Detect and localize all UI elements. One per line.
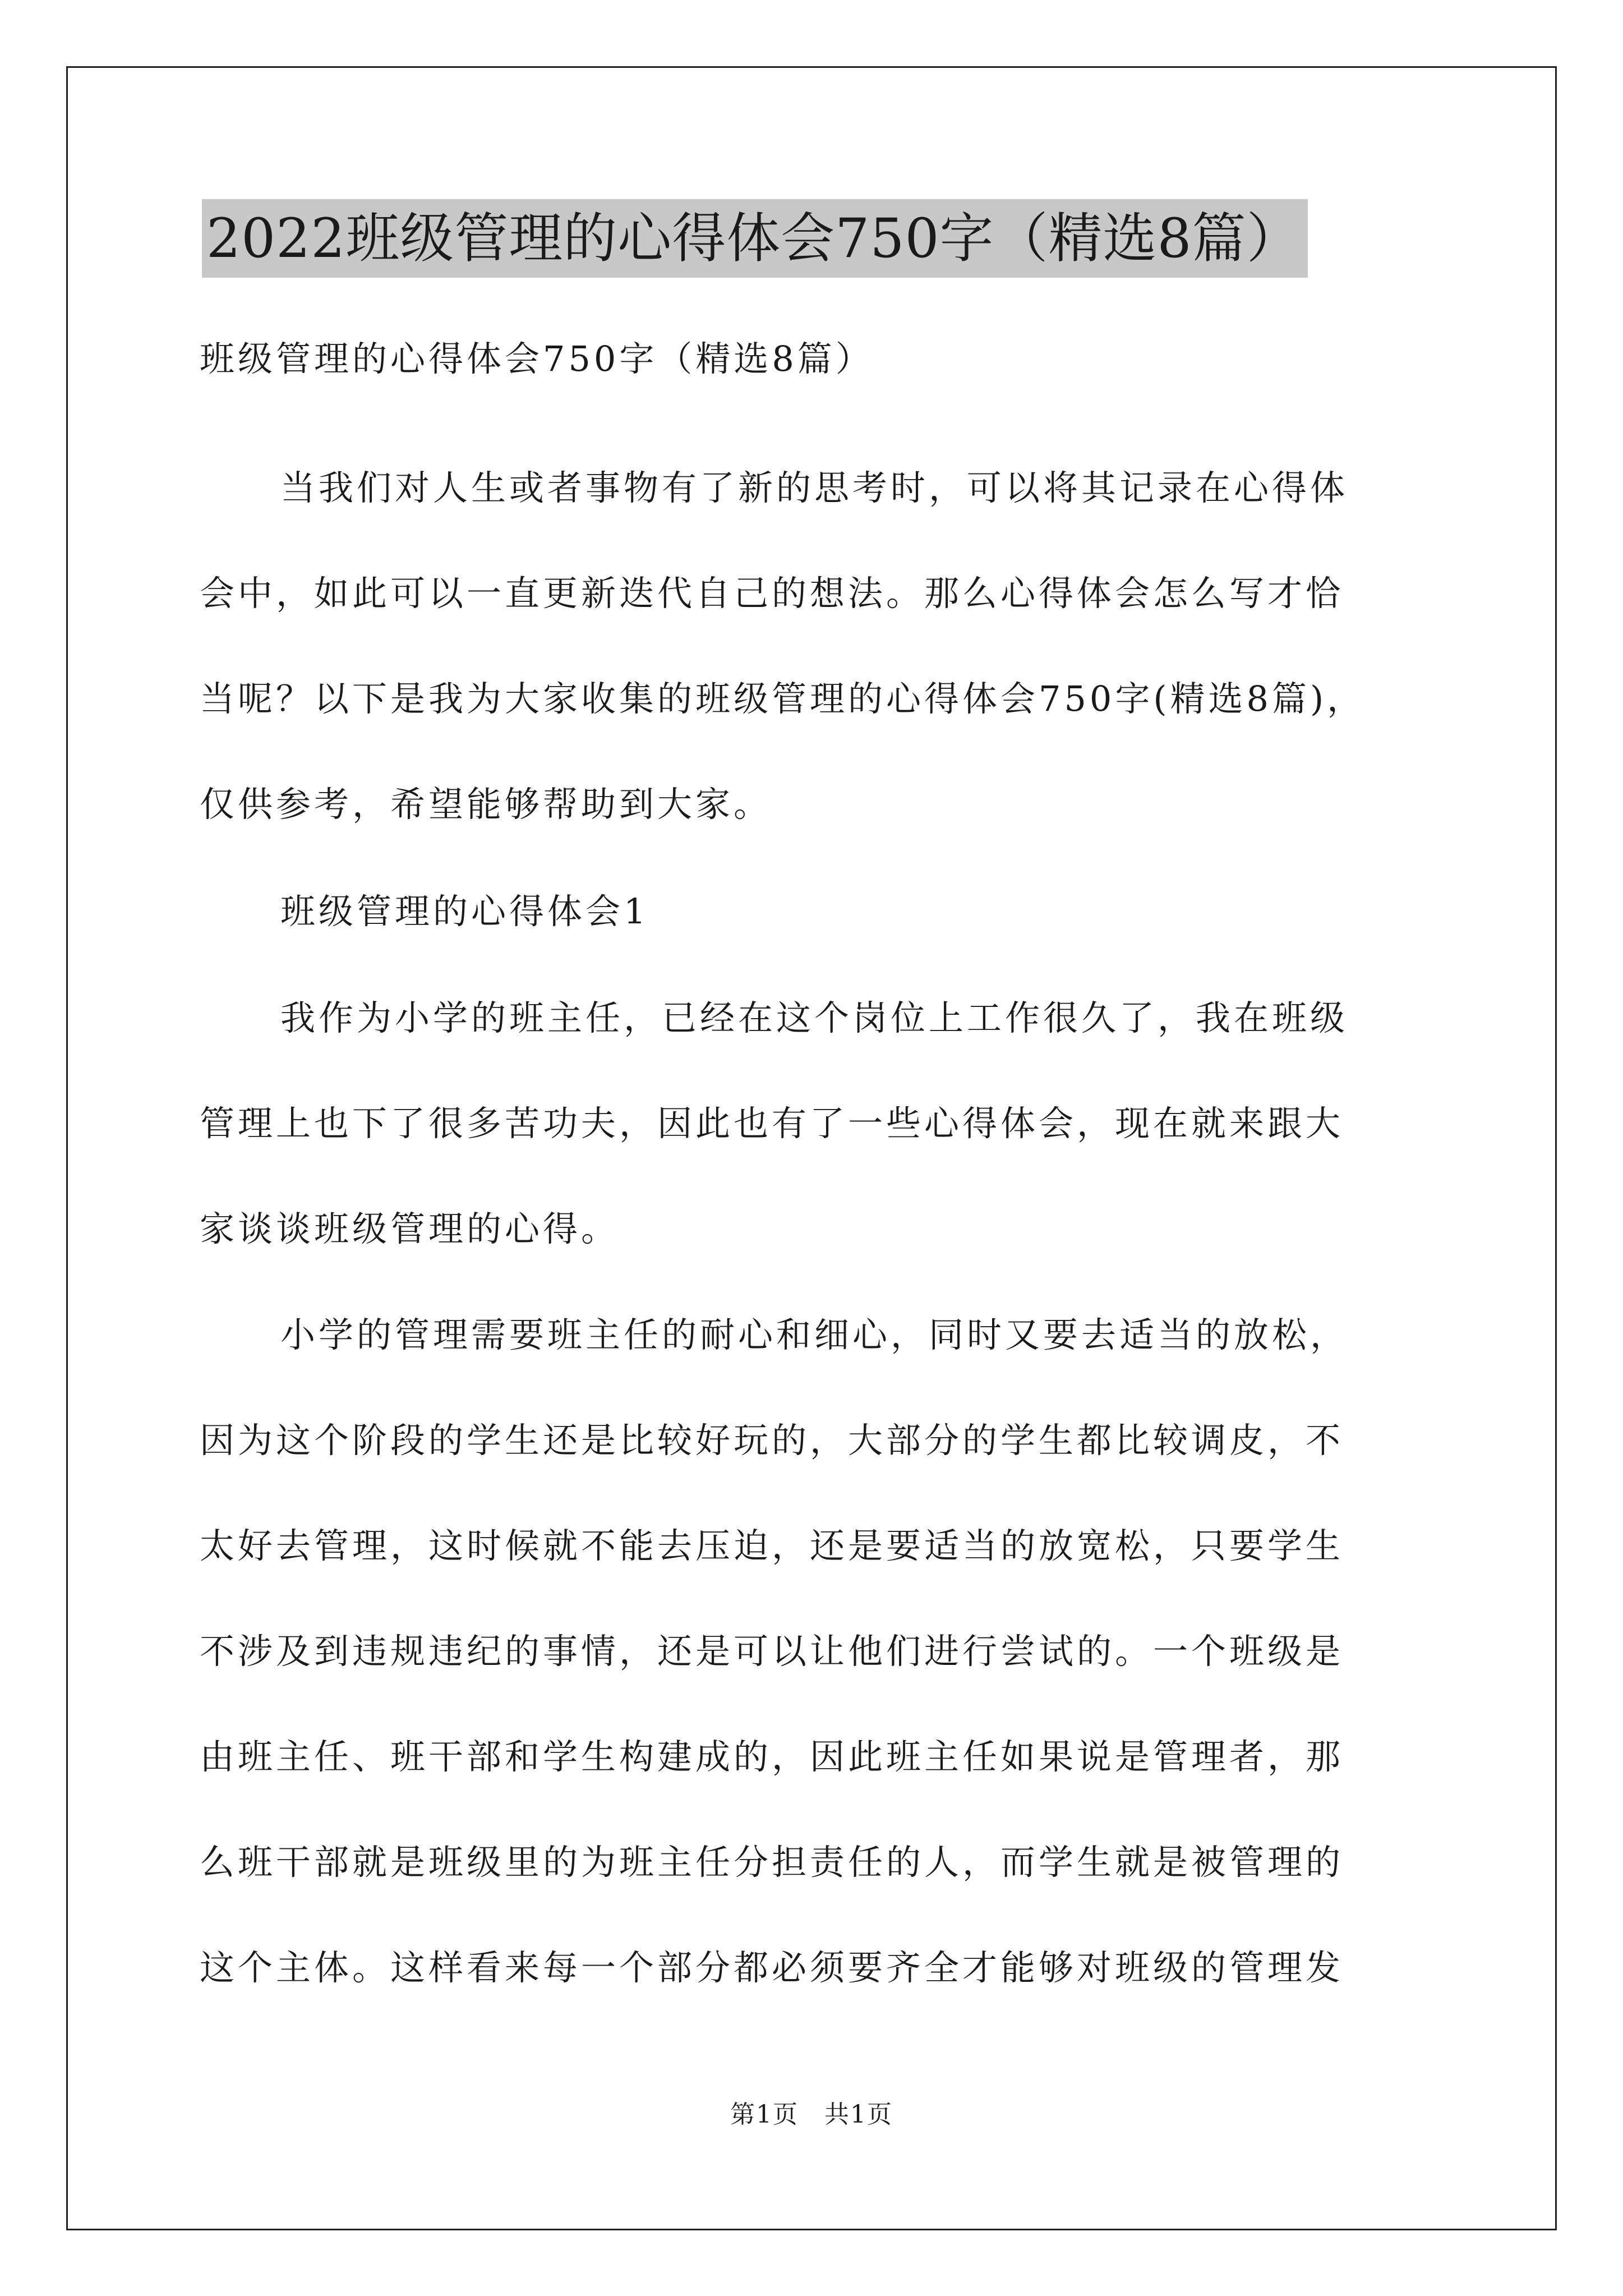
page-number: 第1页 共1页 — [730, 2100, 893, 2129]
section-heading: 班级管理的心得体会1 — [280, 891, 649, 932]
document-subtitle: 班级管理的心得体会750字（精选8篇） — [200, 338, 874, 379]
paragraph-line: 因为这个阶段的学生还是比较好玩的，大部分的学生都比较调皮，不 — [200, 1420, 1344, 1461]
paragraph-line: 么班干部就是班级里的为班主任分担责任的人，而学生就是被管理的 — [200, 1842, 1344, 1883]
document-title: 2022班级管理的心得体会750字（精选8篇） — [202, 199, 1308, 278]
paragraph-line: 不涉及到违规违纪的事情，还是可以让他们进行尝试的。一个班级是 — [200, 1631, 1344, 1672]
paragraph-line: 这个主体。这样看来每一个部分都必须要齐全才能够对班级的管理发 — [200, 1947, 1344, 1988]
intro-line: 当呢？以下是我为大家收集的班级管理的心得体会750字(精选8篇)， — [200, 678, 1366, 719]
page-border — [66, 66, 1557, 2230]
intro-line: 当我们对人生或者事物有了新的思考时，可以将其记录在心得体 — [280, 467, 1349, 508]
intro-line: 仅供参考，希望能够帮助到大家。 — [200, 784, 772, 825]
paragraph-line: 我作为小学的班主任，已经在这个岗位上工作很久了，我在班级 — [280, 997, 1349, 1038]
paragraph-line: 由班主任、班干部和学生构建成的，因此班主任如果说是管理者，那 — [200, 1736, 1344, 1777]
paragraph-line: 小学的管理需要班主任的耐心和细心，同时又要去适当的放松， — [280, 1314, 1349, 1355]
paragraph-line: 家谈谈班级管理的心得。 — [200, 1208, 620, 1249]
paragraph-line: 管理上也下了很多苦功夫，因此也有了一些心得体会，现在就来跟大 — [200, 1103, 1344, 1144]
intro-line: 会中，如此可以一直更新迭代自己的想法。那么心得体会怎么写才恰 — [200, 573, 1344, 614]
paragraph-line: 太好去管理，这时候就不能去压迫，还是要适当的放宽松，只要学生 — [200, 1525, 1344, 1566]
